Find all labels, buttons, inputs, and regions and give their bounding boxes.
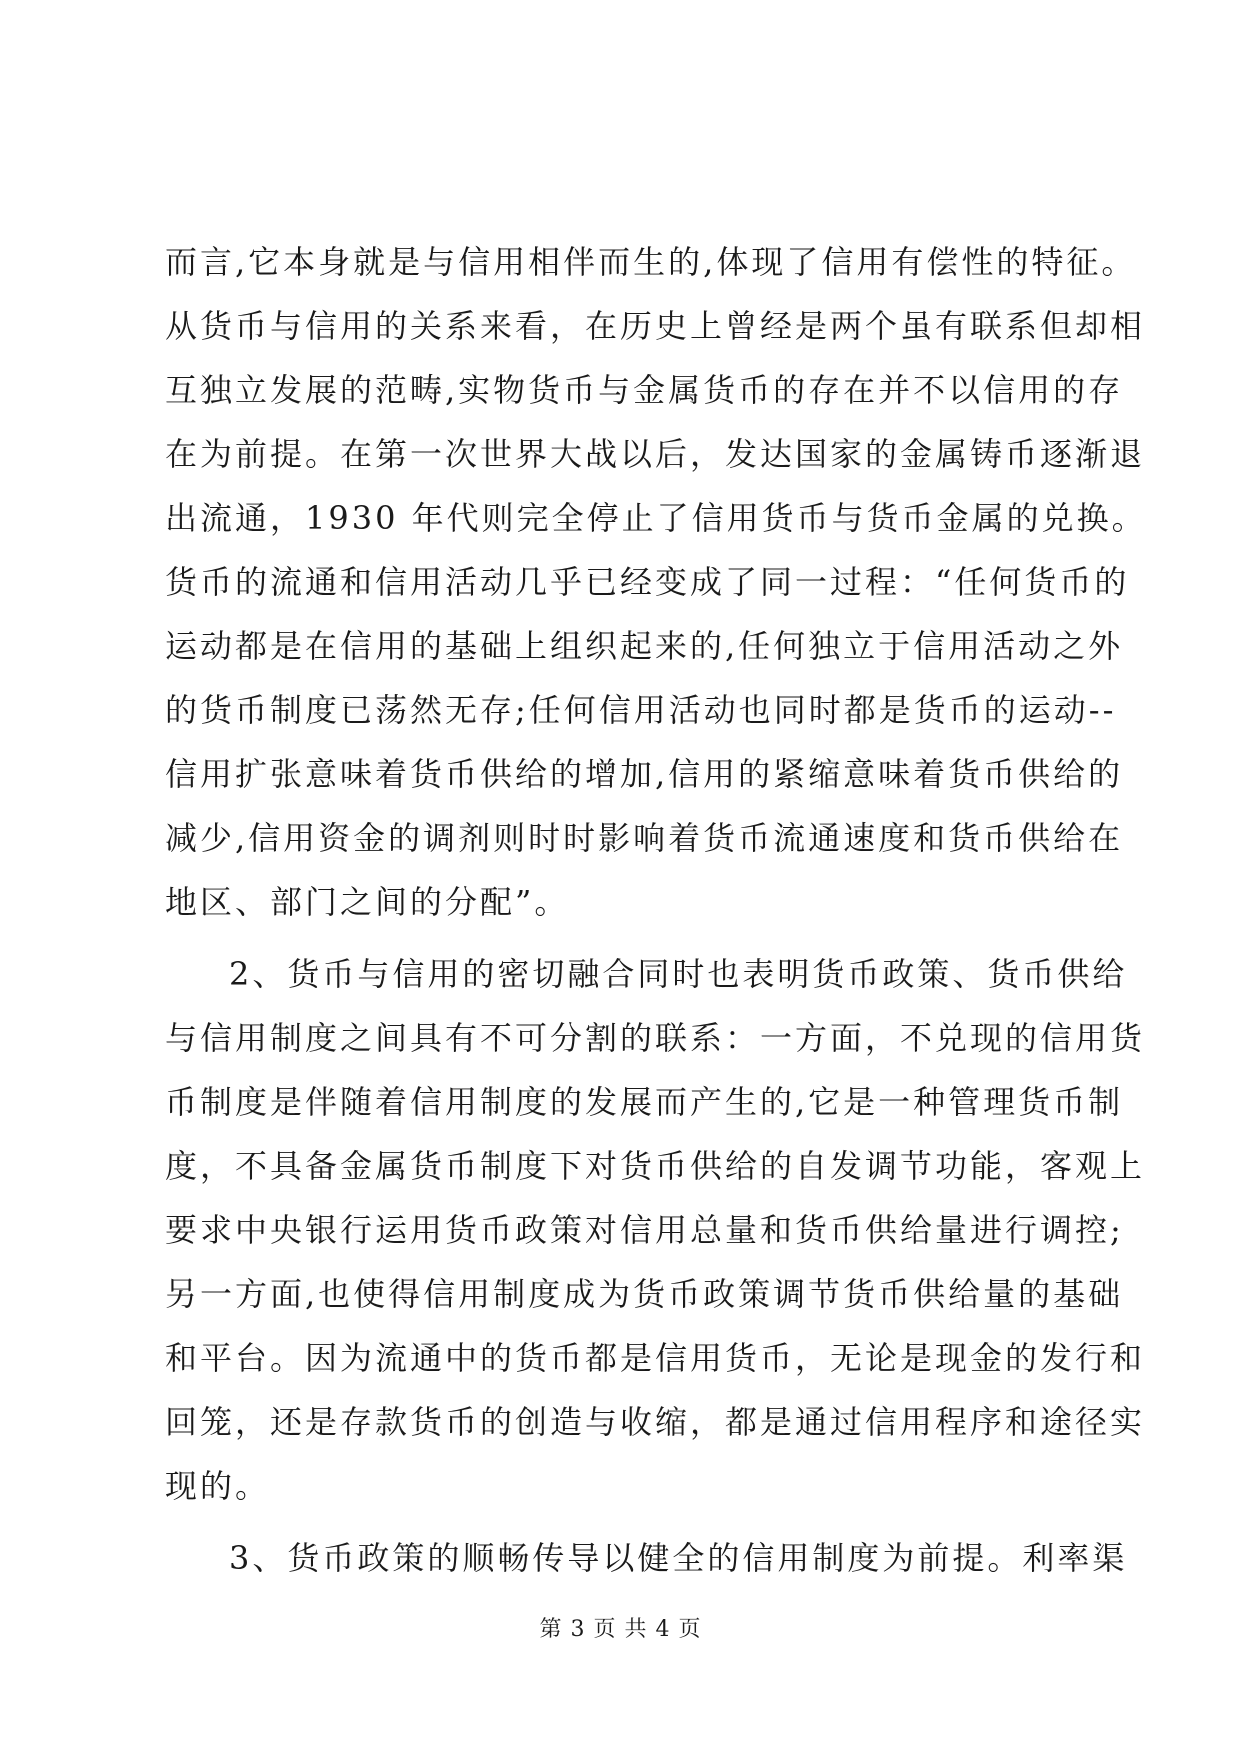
page-number-footer: 第 3 页 共 4 页 bbox=[539, 1617, 702, 1642]
text-line: 币制度是伴随着信用制度的发展而产生的,它是一种管理货币制 bbox=[165, 1083, 1124, 1121]
text-line: 现的。 bbox=[165, 1467, 271, 1505]
text-line: 的货币制度已荡然无存;任何信用活动也同时都是货币的运动-- bbox=[165, 691, 1117, 729]
text-line: 地区、部门之间的分配”。 bbox=[165, 883, 570, 921]
document-body bbox=[165, 230, 1147, 1590]
text-line: 货币的流通和信用活动几乎已经变成了同一过程：“任何货币的 bbox=[165, 563, 1130, 601]
paragraph-start-line: 2、货币与信用的密切融合同时也表明货币政策、货币供给 bbox=[229, 955, 1128, 993]
text-line: 从货币与信用的关系来看，在历史上曾经是两个虽有联系但却相 bbox=[165, 307, 1146, 345]
text-line: 回笼，还是存款货币的创造与收缩，都是通过信用程序和途径实 bbox=[165, 1403, 1146, 1441]
text-line: 另一方面,也使得信用制度成为货币政策调节货币供给量的基础 bbox=[165, 1275, 1124, 1313]
text-line: 与信用制度之间具有不可分割的联系：一方面，不兑现的信用货 bbox=[165, 1019, 1146, 1057]
text-line: 互独立发展的范畴,实物货币与金属货币的存在并不以信用的存 bbox=[165, 371, 1124, 409]
text-line: 减少,信用资金的调剂则时时影响着货币流通速度和货币供给在 bbox=[165, 819, 1124, 857]
text-line: 运动都是在信用的基础上组织起来的,任何独立于信用活动之外 bbox=[165, 627, 1124, 665]
text-line: 要求中央银行运用货币政策对信用总量和货币供给量进行调控; bbox=[165, 1211, 1124, 1249]
text-line: 而言,它本身就是与信用相伴而生的,体现了信用有偿性的特征。 bbox=[165, 243, 1137, 281]
text-line: 和平台。因为流通中的货币都是信用货币，无论是现金的发行和 bbox=[165, 1339, 1146, 1377]
text-line: 在为前提。在第一次世界大战以后，发达国家的金属铸币逐渐退 bbox=[165, 435, 1146, 473]
text-line: 出流通，1930 年代则完全停止了信用货币与货币金属的兑换。 bbox=[165, 499, 1147, 537]
paragraph-start-line: 3、货币政策的顺畅传导以健全的信用制度为前提。利率渠 bbox=[229, 1539, 1128, 1577]
text-line: 度，不具备金属货币制度下对货币供给的自发调节功能，客观上 bbox=[165, 1147, 1146, 1185]
text-line: 信用扩张意味着货币供给的增加,信用的紧缩意味着货币供给的 bbox=[165, 755, 1124, 793]
